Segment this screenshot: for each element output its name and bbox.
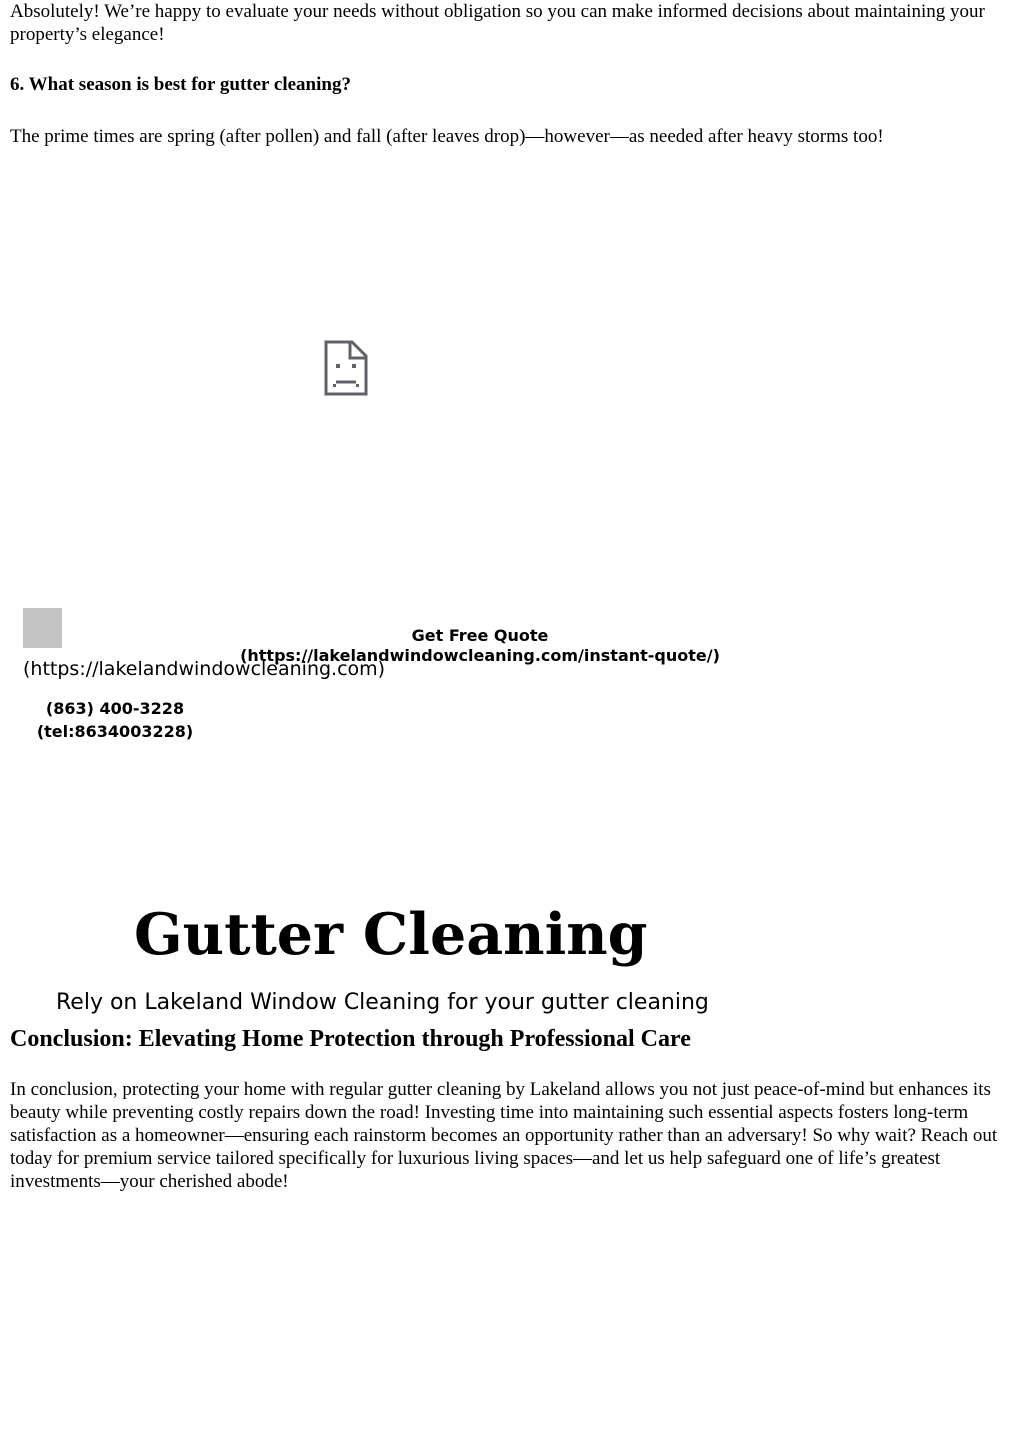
phone-number: (863) 400-3228 [45,699,185,718]
faq-answer-5: Absolutely! We’re happy to evaluate your needs without obligation so you can make informed decisions about maintaining your property’s elegance! [10,1,985,45]
faq-question-6: 6. What season is best for gutter cleaning? [10,74,351,95]
service-subtitle: Rely on Lakeland Window Cleaning for your gutter cleaning [56,990,709,1015]
quote-url: (https://lakelandwindowcleaning.com/instant-quote/) [240,646,720,665]
broken-document-icon [324,340,368,396]
conclusion-heading: Conclusion: Elevating Home Protection through Professional Care [10,1026,691,1052]
service-title: Gutter Cleaning [134,901,648,968]
site-home-link[interactable]: (https://lakelandwindowcleaning.com) [23,658,386,680]
quote-label: Get Free Quote [411,626,549,645]
conclusion-body: In conclusion, protecting your home with regular gutter cleaning by Lakeland allows you not just peace-of-mind but enhances its beauty while preventing costly repairs down the road! Investing time into maintaining such essential aspects fosters long-term satisfaction as a homeowner—ensuring each rainstorm becomes an opportunity rather than an adversary! So why wait? Reach out today for premium service tailored specifically for luxurious living spaces—and let us help safeguard one of life’s greatest investments—your cherished abode! [10,1079,998,1192]
image-placeholder [23,608,62,648]
phone-link[interactable] [30,697,200,743]
get-free-quote-button[interactable] [210,626,750,666]
embedded-frame [10,160,1014,1015]
phone-url: (tel:8634003228) [36,722,194,741]
faq-answer-6: The prime times are spring (after pollen) and fall (after leaves drop)—however—as needed after heavy storms too! [10,126,884,147]
